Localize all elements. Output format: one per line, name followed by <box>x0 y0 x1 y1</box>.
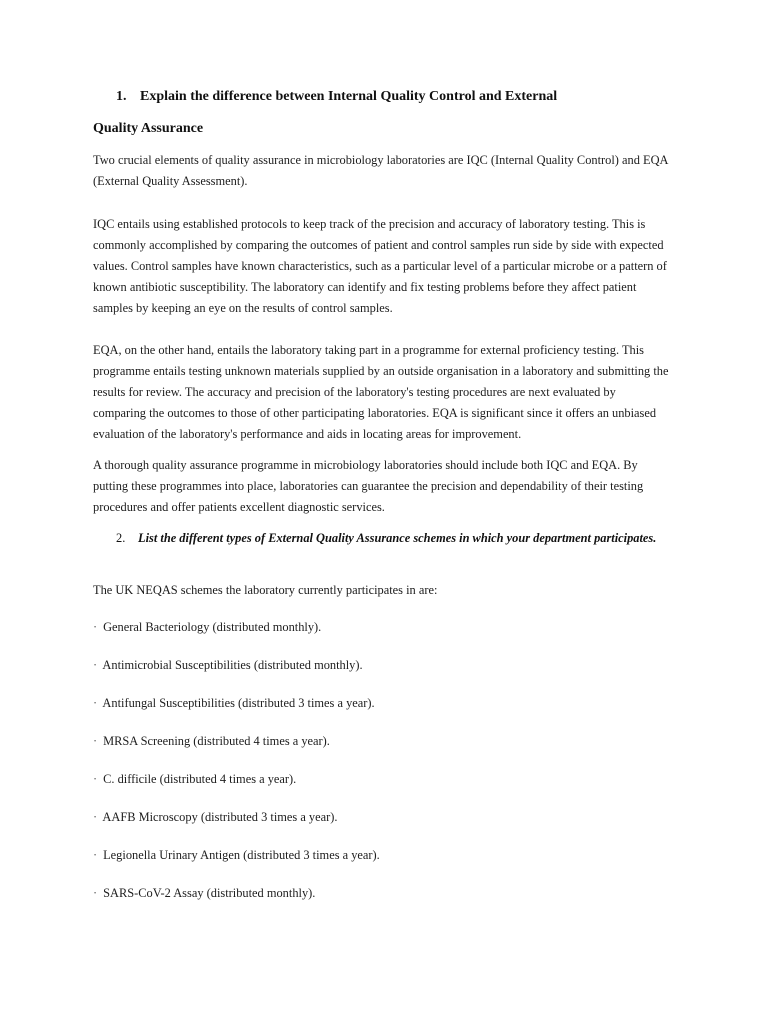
bullet-icon: · <box>93 658 98 672</box>
list-item <box>93 769 671 807</box>
question-2-text: List the different types of External Quality Assurance schemes in which your department participates. <box>138 531 657 545</box>
bullet-icon: · <box>93 772 98 786</box>
scheme-text: Legionella Urinary Antigen (distributed 3 times a year). <box>103 848 380 862</box>
scheme-text: Antimicrobial Susceptibilities (distributed monthly). <box>102 658 363 672</box>
list-item <box>93 617 671 655</box>
question-1-heading-line-1: Explain the difference between Internal Quality Control and External <box>140 89 558 104</box>
list-item <box>93 883 671 921</box>
bullet-icon: · <box>93 734 98 748</box>
paragraph-eqa: EQA, on the other hand, entails the laboratory taking part in a programme for external proficiency testing. This programme entails testing unknown materials supplied by an outside organisation in a laboratory and submitting the results for review. The accuracy and precision of the laboratory's testing procedures are next evaluated by comparing the outcomes to those of other participating laboratories. EQA is significant since it offers an unbiased evaluation of the laboratory's performance and aids in locating areas for improvement. <box>93 343 669 441</box>
bullet-icon: · <box>93 696 98 710</box>
bullet-icon: · <box>93 848 98 862</box>
scheme-text: C. difficile (distributed 4 times a year). <box>103 772 297 786</box>
question-1-heading <box>116 86 716 107</box>
list-item <box>93 693 671 731</box>
bullet-icon: · <box>93 886 98 900</box>
paragraph-intro: Two crucial elements of quality assurance in microbiology laboratories are IQC (Internal Quality Control) and EQA (External Quality Assessment). <box>93 153 668 188</box>
paragraph-conclusion: A thorough quality assurance programme in microbiology laboratories should include both IQC and EQA. By putting these programmes into place, laboratories can guarantee the precision and dependability of their testing procedures and offer patients excellent diagnostic services. <box>93 458 644 514</box>
bullet-icon: · <box>93 810 98 824</box>
question-2-number: 2. <box>116 531 126 545</box>
schemes-list <box>93 617 671 921</box>
scheme-text: SARS-CoV-2 Assay (distributed monthly). <box>103 886 316 900</box>
question-2-heading <box>116 528 676 549</box>
scheme-text: Antifungal Susceptibilities (distributed 3 times a year). <box>102 696 375 710</box>
scheme-text: MRSA Screening (distributed 4 times a year). <box>103 734 330 748</box>
list-item <box>93 655 671 693</box>
question-1-number: 1. <box>116 89 127 104</box>
list-item <box>93 807 671 845</box>
bullet-icon: · <box>93 620 98 634</box>
scheme-text: General Bacteriology (distributed monthly). <box>103 620 322 634</box>
paragraph-iqc: IQC entails using established protocols to keep track of the precision and accuracy of laboratory testing. This is commonly accomplished by comparing the outcomes of patient and control samples run side by side with expected values. Control samples have known characteristics, such as a particular level of a particular microbe or a pattern of known antibiotic susceptibility. The laboratory can identify and fix testing problems before they affect patient samples by keeping an eye on the results of control samples. <box>93 217 667 315</box>
schemes-intro: The UK NEQAS schemes the laboratory currently participates in are: <box>93 583 438 597</box>
list-item <box>93 731 671 769</box>
list-item <box>93 845 671 883</box>
question-1-heading-line-2: Quality Assurance <box>93 121 204 136</box>
scheme-text: AAFB Microscopy (distributed 3 times a year). <box>102 810 338 824</box>
